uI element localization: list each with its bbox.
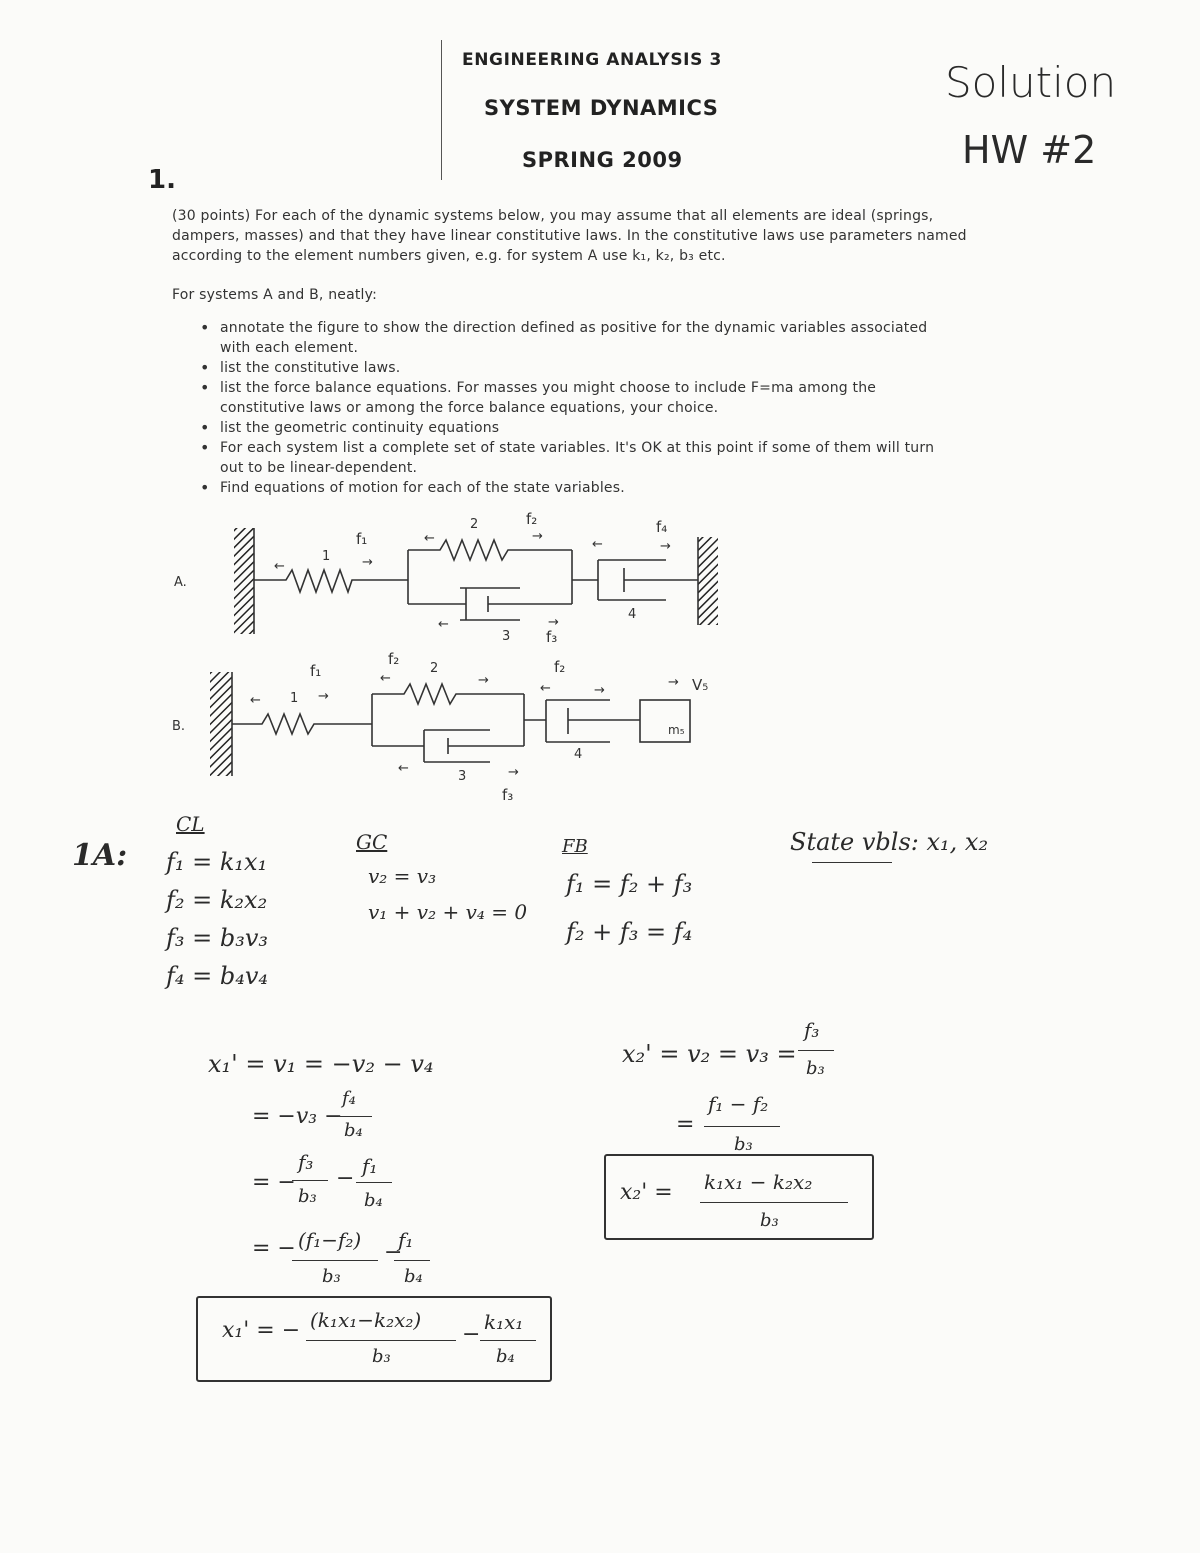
instruction-list [200, 318, 960, 498]
x1-eq-line2-lead: = −v₃ − [252, 1104, 343, 1129]
x1-eq-line3-den2: b₄ [364, 1190, 383, 1211]
x1-eq-line3-num1: f₃ [298, 1150, 314, 1174]
fraction-bar [394, 1260, 430, 1261]
state-variables-underline [812, 862, 892, 863]
arrow-b4-right: → [594, 683, 605, 698]
force-a4: f₄ [656, 518, 668, 536]
x1-boxed-lead: x₁' = − [222, 1318, 301, 1343]
x1-eq-line1: x₁' = v₁ = −v₂ − v₄ [208, 1050, 434, 1078]
label-system-a: A. [174, 575, 187, 590]
x1-eq-line4-num1: (f₁−f₂) [298, 1228, 362, 1252]
gc-eq-2: v₁ + v₂ + v₄ = 0 [368, 900, 528, 924]
problem-intro: (30 points) For each of the dynamic systems below, you may assume that all elements are ideal (springs, dampers, masses) and that they have linear constitutive laws. In the constitutive laws use parameters named according to the element numbers given, e.g. for system A use k₁, k₂, b₃ etc. [172, 208, 967, 264]
fb-header: FB [562, 836, 588, 857]
list-item: • list the geometric continuity equations [200, 418, 960, 438]
x2-eq-line2-lead: = [676, 1112, 695, 1137]
x2-eq-line1-num: f₃ [804, 1018, 820, 1042]
arrow-b4-left: ← [540, 681, 551, 696]
state-variables: State vbls: x₁, x₂ [790, 828, 989, 856]
arrow-b2-right: → [478, 673, 489, 688]
list-item: • list the constitutive laws. [200, 358, 960, 378]
spring-b1 [232, 714, 372, 734]
header-divider [441, 40, 442, 180]
damper-b4 [546, 700, 640, 742]
x2-eq-line2-den: b₃ [734, 1134, 753, 1155]
force-b3: f₃ [502, 786, 514, 804]
x1-eq-line4-den1: b₃ [322, 1266, 341, 1287]
fraction-bar [292, 1180, 328, 1181]
damper-a4 [598, 560, 698, 600]
velocity-b5: V₅ [692, 676, 709, 694]
homework-annotation: HW #2 [962, 128, 1097, 172]
x1-eq-line2-den: b₄ [344, 1120, 363, 1141]
force-b2-right: f₂ [554, 658, 566, 676]
force-b1: f₁ [310, 662, 322, 680]
element-a1: 1 [322, 549, 331, 564]
fraction-bar [292, 1260, 378, 1261]
arrow-b1-left: ← [250, 693, 261, 708]
arrow-a3-right: → [548, 615, 559, 630]
gc-header: GC [356, 830, 388, 854]
list-item: • For each system list a complete set of state variables. It's OK at this point if some of them will turn out to be linear-dependent. [200, 438, 960, 478]
cl-header: CL [176, 812, 205, 836]
fraction-bar [480, 1340, 536, 1341]
cl-eq-1: f₁ = k₁x₁ [166, 848, 268, 876]
arrow-a1-left: ← [274, 559, 285, 574]
cl-eq-2: f₂ = k₂x₂ [166, 886, 268, 914]
arrow-b2-left: ← [380, 671, 391, 686]
arrow-b3-left: ← [398, 761, 409, 776]
fraction-bar [704, 1126, 780, 1127]
x2-boxed-num: k₁x₁ − k₂x₂ [704, 1170, 813, 1194]
x2-eq-line1-lead: x₂' = v₂ = v₃ = [622, 1040, 797, 1068]
solution-label: 1A: [72, 838, 128, 873]
wall-a-right [698, 537, 718, 625]
x1-boxed-den1: b₃ [372, 1346, 391, 1367]
x1-eq-line4-num2: f₁ [398, 1228, 414, 1252]
element-b1: 1 [290, 691, 299, 706]
fb-eq-2: f₂ + f₃ = f₄ [566, 918, 693, 946]
arrow-a2-left: ← [424, 531, 435, 546]
force-a3: f₃ [546, 628, 558, 646]
gc-eq-1: v₂ = v₃ [368, 864, 437, 888]
x1-eq-line4-lead: = − [252, 1236, 296, 1261]
force-b2: f₂ [388, 650, 400, 668]
x2-eq-line1-den: b₃ [806, 1058, 825, 1079]
list-item: • annotate the figure to show the direction defined as positive for the dynamic variables associated with each element. [200, 318, 960, 358]
problem-number: 1. [148, 165, 176, 195]
x1-boxed-mid: − [462, 1322, 481, 1347]
element-a2: 2 [470, 517, 479, 532]
fraction-bar [356, 1182, 392, 1183]
solution-annotation: Solution [945, 58, 1117, 107]
systems-instruction: For systems A and B, neatly: [172, 287, 378, 303]
element-b2: 2 [430, 661, 439, 676]
subject-title: SYSTEM DYNAMICS [484, 96, 719, 120]
arrow-b3-right: → [508, 765, 519, 780]
course-title: ENGINEERING ANALYSIS 3 [462, 50, 722, 70]
cl-eq-3: f₃ = b₃v₃ [166, 924, 269, 952]
arrow-b1-right: → [318, 689, 329, 704]
mechanical-system-figure [0, 500, 1200, 820]
element-a4: 4 [628, 607, 637, 622]
x2-boxed-den: b₃ [760, 1210, 779, 1231]
arrow-b5-right: → [668, 675, 679, 690]
x1-eq-line3-den1: b₃ [298, 1186, 317, 1207]
mass-label-b5: m₅ [668, 723, 685, 737]
fraction-bar [700, 1202, 848, 1203]
arrow-a1-right: → [362, 555, 373, 570]
fb-eq-1: f₁ = f₂ + f₃ [566, 870, 693, 898]
fraction-bar [306, 1340, 456, 1341]
x1-eq-line4-den2: b₄ [404, 1266, 423, 1287]
x2-boxed-lead: x₂' = [620, 1180, 673, 1205]
arrow-a3-left: ← [438, 617, 449, 632]
wall-a-left [234, 528, 254, 634]
cl-eq-4: f₄ = b₄v₄ [166, 962, 269, 990]
element-b4: 4 [574, 747, 583, 762]
spring-b2 [372, 684, 524, 704]
x1-eq-line3-lead: = − [252, 1170, 296, 1195]
list-item: • Find equations of motion for each of the state variables. [200, 478, 960, 498]
force-a2: f₂ [526, 510, 538, 528]
fraction-bar [338, 1116, 372, 1117]
x1-eq-line3-mid: − [336, 1166, 355, 1191]
wall-b-left [210, 672, 232, 776]
damper-b3 [424, 730, 524, 762]
arrow-a4-right: → [660, 539, 671, 554]
fraction-bar [798, 1050, 834, 1051]
force-a1: f₁ [356, 530, 368, 548]
x1-eq-line2-num: f₄ [342, 1088, 356, 1109]
arrow-a4-left: ← [592, 537, 603, 552]
arrow-a2-right: → [532, 529, 543, 544]
element-b3: 3 [458, 769, 467, 784]
x1-boxed-num2: k₁x₁ [484, 1310, 524, 1334]
element-a3: 3 [502, 629, 511, 644]
term-title: SPRING 2009 [522, 148, 683, 172]
label-system-b: B. [172, 719, 186, 734]
x2-eq-line2-num: f₁ − f₂ [708, 1092, 769, 1116]
x1-boxed-num1: (k₁x₁−k₂x₂) [310, 1308, 422, 1332]
x1-eq-line4-mid: − [384, 1240, 403, 1265]
x1-eq-line3-num2: f₁ [362, 1154, 378, 1178]
list-item: • list the force balance equations. For masses you might choose to include F=ma among the constitutive laws or among the force balance equations, your choice. [200, 378, 960, 418]
x1-boxed-den2: b₄ [496, 1346, 515, 1367]
